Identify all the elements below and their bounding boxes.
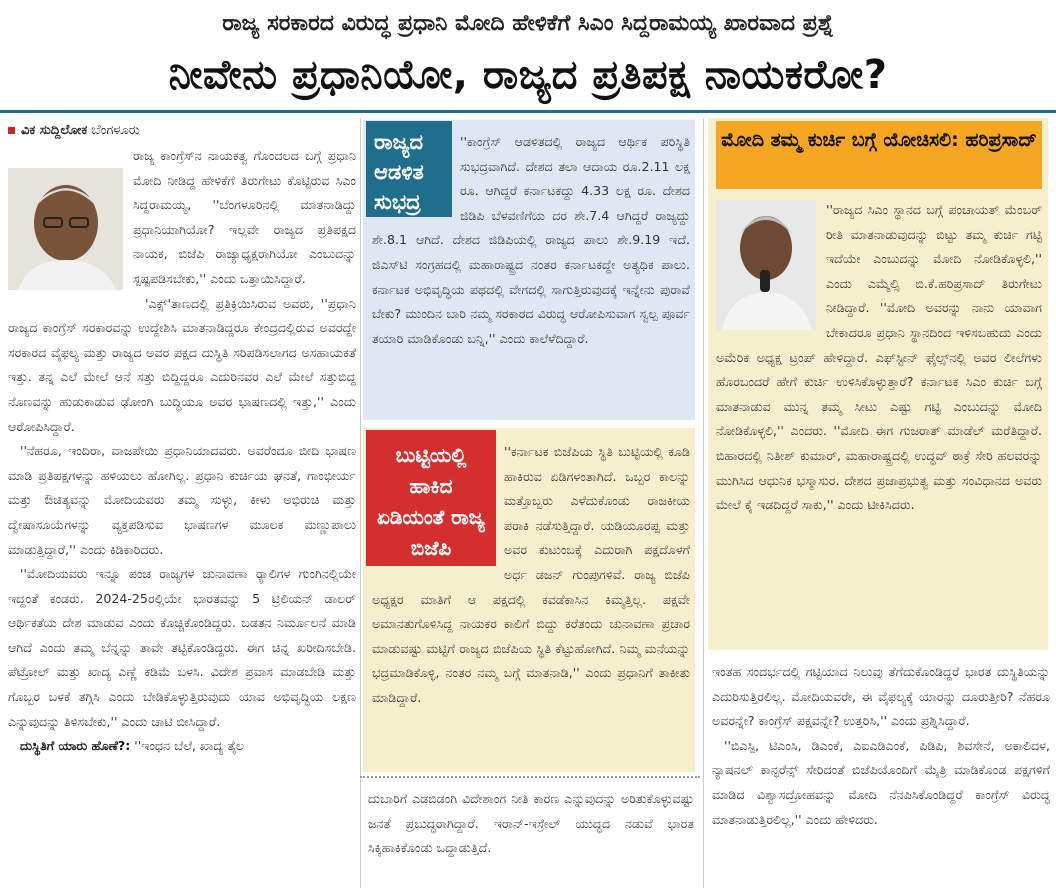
sidebar-paragraph: ''ಕರ್ನಾಟಕ ಬಿಜೆಪಿಯ ಸ್ಥಿತಿ ಬುಟ್ಟಿಯಲ್ಲಿ ಕೂಡಿ ಹಾಕಿರುವ ಏಡಿಗಳಂತಾಗಿದೆ. ಒಬ್ಬರ ಕಾಲನ್ನು ಮತ್ತೊಬ್ಬರು ಎಳೆದುಕೊಂಡು ರಾಜಕೀಯ ಪರಾಕಿ ನಡೆಸುತ್ತಿದ್ದಾರೆ. ಯಡಿಯೂರಪ್ಪ ಮತ್ತು ಅವರ ಕುಟುಂಬಕ್ಕೆ ಎದುರಾಗಿ ಪಕ್ಷದೊಳಗೆ ಅರ್ಧ ಡಜನ್ ಗುಂಪುಗಳಿವೆ. ರಾಜ್ಯ ಬಿಜೆಪಿ ಅಧ್ಯಕ್ಷರ ಮಾತಿಗೆ ಆ ಪಕ್ಷದಲ್ಲಿ ಕವಡೆಕಾಸಿನ ಕಿಮ್ಮತ್ತಿಲ್ಲ. ಪಕ್ಷವೇ ಅಮಾನತುಗೊಳಿಸಿದ್ದ ನಾಯಕರ ಕಾಲಿಗೆ ಬಿದ್ದು ಕರೆತಂದು ಚುನಾವಣಾ ಪ್ರಚಾರ ಮಾಡುವಷ್ಟು ಮಟ್ಟಿಗೆ ರಾಜ್ಯದ ಬಿಜೆಪಿಯ ಸ್ಥಿತಿ ಕೆಟ್ಟುಹೋಗಿದೆ. ನಿಮ್ಮ ಮನೆಯನ್ನು ಭದ್ರಮಾಡಿಕೊಳ್ಳಿ, ನಂತರ ನಮ್ಮ ಬಗ್ಗೆ ಮಾತನಾಡಿ,'' ಎಂದು ಪ್ರಧಾನಿಗೆ ತಾಕೀತು ಮಾಡಿದ್ದಾರೆ.	[372, 444, 690, 705]
right-continuation-1: ಇಂತಹ ಸಂದರ್ಭದಲ್ಲಿ ಗಟ್ಟಿಯಾದ ನಿಲುವು ತೆಗೆದುಕೊಂಡಿದ್ದರೆ ಭಾರತ ದುಸ್ಥಿತಿಯನ್ನು ಎದುರಿಸುತ್ತಿರಲಿಲ್ಲ. ಮೋದಿಯವರೇ, ಈ ವೈಫಲ್ಯಕ್ಕೆ ಯಾರನ್ನು ದೂರುತ್ತೀರಿ? ನೆಹರೂ ಅವರನ್ನೇ? ಕಾಂಗ್ರೆಸ್ ಪಕ್ಷವನ್ನೇ? ಉತ್ತರಿಸಿ,'' ಎಂದು ಪ್ರಶ್ನಿಸಿದ್ದಾರೆ.	[712, 664, 1050, 729]
subhead-blame: ದುಸ್ಥಿತಿಗೆ ಯಾರು ಹೊಣೆ?:	[20, 738, 131, 754]
sidebar-paragraph: ''ರಾಜ್ಯದ ಸಿಎಂ ಸ್ಥಾನದ ಬಗ್ಗೆ ಪಂಚಾಯತ್ ಮೆಂಬರ್ ರೀತಿ ಮಾತನಾಡುವುದನ್ನು ಬಿಟ್ಟು ತಮ್ಮ ಕುರ್ಚಿ ಗಟ್ಟಿ ಇದೆಯೇ ಎಂಬುದನ್ನು ಮೋದಿ ನೋಡಿಕೊಳ್ಳಲಿ,'' ಎಂದು ಎಮ್ಮೆಲ್ಸಿ ಬಿ.ಕೆ.ಹರಿಪ್ರಸಾದ್ ತಿರುಗೇಟು ನೀಡಿದ್ದಾರೆ. ''ಮೋದಿ ಅವರನ್ನು ನಾನು ಯಾವಾಗ ಬೇಕಾದರೂ ಪ್ರಧಾನಿ ಸ್ಥಾನದಿಂದ ಇಳಿಸಬಹುದು ಎಂದು ಅಮೆರಿಕ ಅಧ್ಯಕ್ಷ ಟ್ರಂಪ್ ಹೇಳಿದ್ದಾರೆ. ಎಫ್‌ಸ್ಟೀನ್ ಫೈಲ್ಸ್‌ನಲ್ಲಿ ಅವರ ಲೀಲೆಗಳು ಹೊರಬಂದರೆ ಹೇಗೆ ಕುರ್ಚಿ ಉಳಿಸಿಕೊಳ್ಳುತ್ತಾರೆ? ಕರ್ನಾಟಕ ಸಿಎಂ ಕುರ್ಚಿ ಬಗ್ಗೆ ಮಾತನಾಡುವ ಮುನ್ನ ತಮ್ಮ ಸೀಟು ಎಷ್ಟು ಗಟ್ಟಿ ಎಂಬುದನ್ನು ಮೋದಿ ನೋಡಿಕೊಳ್ಳಲಿ,'' ಎಂದರು. ''ಮೋದಿ ಈಗ ಗುಜರಾತ್ ಮಾಡೆಲ್ ಮರೆತಿದ್ದಾರೆ. ಬಿಹಾರದಲ್ಲಿ ನಿತೀಶ್ ಕುಮಾರ್, ಮಹಾರಾಷ್ಟ್ರದಲ್ಲಿ ಉದ್ಧವ್ ಠಾಕ್ರೆ ಸೇರಿ ಹಲವರನ್ನು ಮುಗಿಸಿದ ಆಧುನಿಕ ಭಸ್ಮಾಸುರ. ದೇಶದ ಪ್ರಜಾಪ್ರಭುತ್ವ ಮತ್ತು ಸಂವಿಧಾನದ ಅವರು ಮೇಲೆ ಕೈ ಇಡದಿದ್ದರೆ ಸಾಕು,'' ಎಂದು ಟೀಕಿಸಿದರು.	[716, 202, 1042, 513]
middle-continuation-text: ದುಬಾರಿಗೆ ಎಡಬಿಡಂಗಿ ವಿದೇಶಾಂಗ ನೀತಿ ಕಾರಣ ಎನ್ನುವುದನ್ನು ಅರಿತುಕೊಳ್ಳುವಷ್ಟು ಜನತೆ ಪ್ರಬುದ್ಧರಾಗಿದ್ದಾರೆ. ಇರಾನ್-ಇಸ್ರೇಲ್ ಯುದ್ಧದ ನಡುವೆ ಭಾರತ ಸಿಕ್ಕಿಹಾಕಿಕೊಂಡು ಒದ್ದಾಡುತ್ತಿದೆ.	[368, 791, 694, 856]
tag-bjp-crab: ಬುಟ್ಟಿಯಲ್ಲಿ ಹಾಕಿದ ಏಡಿಯಂತೆ ರಾಜ್ಯ ಬಿಜೆಪಿ	[366, 430, 496, 566]
kicker-headline: ರಾಜ್ಯ ಸರಕಾರದ ವಿರುದ್ಧ ಪ್ರಧಾನಿ ಮೋದಿ ಹೇಳಿಕೆಗೆ ಸಿಎಂ ಸಿದ್ದರಾಮಯ್ಯ ಖಾರವಾದ ಪ್ರಶ್ನೆ	[222, 11, 834, 36]
left-column	[8, 118, 356, 888]
left-paragraph-2: 'ಎಕ್ಸ್‌'ತಾಣದಲ್ಲಿ ಪ್ರತಿಕ್ರಿಯಿಸಿರುವ ಅವರು, ''ಪ್ರಧಾನಿ ರಾಜ್ಯದ ಕಾಂಗ್ರೆಸ್ ಸರಕಾರವನ್ನು ಉದ್ದೇಶಿಸಿ ಮಾತನಾಡಿದ್ದರೂ ಕೇಂದ್ರದಲ್ಲಿರುವ ಅವರದ್ದೇ ಸರಕಾರದ ವೈಫಲ್ಯ ಮತ್ತು ರಾಜ್ಯದ ಅವರ ಪಕ್ಷದ ದುಸ್ಥಿತಿ ಸರಿಪಡಿಸಲಾಗದ ಅಸಹಾಯಕತೆ ಇತ್ತು. ತನ್ನ ಎಲೆ ಮೇಲೆ ಆನೆ ಸತ್ತು ಬಿದ್ದಿದ್ದರೂ ಎದುರಿನವರ ಎಲೆ ಮೇಲೆ ಸತ್ತುಬಿದ್ದ ನೊಣವನ್ನು ಹುಡುಕಾಡುವ ಢೋಂಗಿ ಬುದ್ಧಿಯೂ ಅವರ ಭಾಷಣದಲ್ಲಿ ಇತ್ತು,'' ಎಂದು ಆರೋಪಿಸಿದ್ದಾರೆ.	[8, 295, 356, 434]
right-continuation-2: ''ಬಿಎಸ್ಪಿ, ಟಿಎಂಸಿ, ಡಿಎಂಕೆ, ಎಐಎಡಿಎಂಕೆ, ಪಿಡಿಪಿ, ಶಿವಸೇನೆ, ಅಕಾಲಿದಳ, ನ್ಯಾಷನಲ್ ಕಾನ್ಫರೆನ್ಸ್ ಸೇರಿದಂತೆ ಬಿಜೆಪಿಯೊಂದಿಗೆ ಮೈತ್ರಿ ಮಾಡಿಕೊಂಡ ಪಕ್ಷಗಳಿಗೆ ಮಾಡಿದ ವಿಶ್ವಾಸದ್ರೋಹವನ್ನು ಮೋದಿ ನೆನಪಿಸಿಕೊಂಡಿದ್ದರೆ ಕಾಂಗ್ರೆಸ್ ವಿರುದ್ಧ ಮಾತನಾಡುತ್ತಿರಲಿಲ್ಲ,'' ಎಂದು ಹೇಳಿದರು.	[712, 737, 1050, 827]
photo-siddaramaiah	[8, 168, 123, 290]
hariprasad-headline: ಮೋದಿ ತಮ್ಮ ಕುರ್ಚಿ ಬಗ್ಗೆ ಯೋಚಿಸಲಿ: ಹರಿಪ್ರಸಾದ್	[716, 121, 1042, 189]
bullet-square-icon	[8, 127, 15, 134]
column-divider	[703, 118, 704, 888]
right-continuation	[712, 660, 1050, 860]
byline-place: ಬೆಂಗಳೂರು	[91, 123, 140, 138]
sidebar-paragraph: ''ಕಾಂಗ್ರೆಸ್ ಆಡಳಿತದಲ್ಲಿ ರಾಜ್ಯದ ಆರ್ಥಿಕ ಪರಿಸ್ಥಿತಿ ಸುಭದ್ರವಾಗಿದೆ. ದೇಶದ ತಲಾ ಆದಾಯ ರೂ.2.11 ಲಕ್ಷ ರೂ. ಆಗಿದ್ದರೆ ಕರ್ನಾಟಕದ್ದು 4.33 ಲಕ್ಷ ರೂ. ದೇಶದ ಜಿಡಿಪಿ ಬೆಳವಣಿಗೆಯ ದರ ಶೇ.7.4 ಆಗಿದ್ದರೆ ರಾಜ್ಯದ್ದು ಶೇ.8.1 ಆಗಿದೆ. ದೇಶದ ಜಿಡಿಪಿಯಲ್ಲಿ ರಾಜ್ಯದ ಪಾಲು ಶೇ.9.19 ಇದೆ. ಜಿಎಸ್‌ಟಿ ಸಂಗ್ರಹದಲ್ಲಿ ಮಹಾರಾಷ್ಟ್ರದ ನಂತರ ಕರ್ನಾಟಕದ್ದೇ ಅತ್ಯಧಿಕ ಪಾಲು. ಕರ್ನಾಟಕ ಅಭಿವೃದ್ಧಿಯ ಪಥದಲ್ಲಿ ವೇಗದಲ್ಲಿ ಸಾಗುತ್ತಿರುವುದಕ್ಕೆ ಇನ್ನೇನು ಪುರಾವೆ ಬೇಕು? ಮುಂದಿನ ಬಾರಿ ನಮ್ಮ ಸರಕಾರದ ವಿರುದ್ಧ ಆರೋಪಿಸುವಾಗ ಸ್ವಲ್ಪ ಪೂರ್ವ ತಯಾರಿ ಮಾಡಿಕೊಂಡು ಬನ್ನಿ,'' ಎಂದು ಕಾಲೆಳೆದಿದ್ದಾರೆ.	[372, 134, 690, 346]
left-paragraph-5	[8, 734, 356, 759]
byline-source: ವಿಕ ಸುದ್ದಿಲೋಕ	[21, 123, 88, 138]
column-divider	[360, 118, 361, 888]
middle-continuation	[368, 787, 694, 856]
left-paragraph-4: ''ಮೋದಿಯವರು ಇನ್ನೂ ಪಂಚ ರಾಜ್ಯಗಳ ಚುನಾವಣಾ ರ‍್ಯಾಲಿಗಳ ಗುಂಗಿನಲ್ಲಿಯೇ ಇದ್ದಂತೆ ಕಂಡರು. 2024-25ರಲ್ಲಿಯೇ ಭಾರತವನ್ನು 5 ಟ್ರಿಲಿಯನ್ ಡಾಲರ್ ಆರ್ಥಿಕತೆಯ ದೇಶ ಮಾಡುವ ಎಂದು ಕೊಚ್ಚಿಕೊಂಡಿದ್ದರು. ಬಡತನ ನಿರ್ಮೂಲನೆ ಮಾಡಿ ಆಗಿದೆ ಎಂದು ತಮ್ಮ ಬೆನ್ನನ್ನು ತಾವೇ ತಟ್ಟಿಕೊಂಡಿದ್ದರು. ಈಗ ಚಿನ್ನ ಖರೀದಿಸಬೇಡಿ. ಪೆಟ್ರೋಲ್ ಮತ್ತು ಖಾದ್ಯ ಎಣ್ಣೆ ಕಡಿಮೆ ಬಳಸಿ. ವಿದೇಶ ಪ್ರವಾಸ ಮಾಡಬೇಡಿ ಮತ್ತು ಗೊಬ್ಬರ ಬಳಕೆ ತಗ್ಗಿಸಿ ಎಂದು ಬೇಡಿಕೊಳ್ಳುತ್ತಿರುವುದು ಯಾವ ಅಭಿವೃದ್ಧಿಯ ಲಕ್ಷಣ ಎನ್ನುವುದನ್ನು ತಿಳಿಸಬೇಕು,'' ಎಂದು ಚಾಟಿ ಬೀಸಿದ್ದಾರೆ.	[8, 566, 356, 729]
left-paragraph-3: ''ನೆಹರೂ, ಇಂದಿರಾ, ವಾಜಪೇಯಿ ಪ್ರಧಾನಿಯಾದವರು. ಅವರೆಂದೂ ಬೀದಿ ಭಾಷಣ ಮಾಡಿ ಪ್ರತಿಪಕ್ಷಗಳನ್ನು ಹಳಿಯಲು ಹೋಗಿಲ್ಲ. ಪ್ರಧಾನಿ ಕುರ್ಚಿಯ ಘನತೆ, ಗಾಂಭೀರ್ಯ ಮತ್ತು ಔಚಿತ್ಯವನ್ನು ಮೋದಿಯವರು ತಮ್ಮ ಸುಳ್ಳು, ಕೀಳು ಅಭಿರುಚಿ ಮತ್ತು ದ್ವೇಷಾಸೂಯೆಗಳನ್ನು ವ್ಯಕ್ತಪಡಿಸುವ ಭಾಷಣಗಳ ಮೂಲಕ ಮಣ್ಣುಪಾಲು ಮಾಡುತ್ತಿದ್ದಾರೆ,'' ಎಂದು ಕಿಡಿಕಾರಿದರು.	[8, 443, 356, 557]
tag-state-admin: ರಾಜ್ಯದ ಆಡಳಿತ ಸುಭದ್ರ	[366, 121, 452, 217]
left-paragraph-5-text: ''ಇಂಧನ ಬೆಲೆ, ಖಾದ್ಯ ತೈಲ	[130, 738, 244, 754]
left-paragraph-1: ರಾಜ್ಯ ಕಾಂಗ್ರೆಸ್‌ನ ನಾಯಕತ್ವ ಗೊಂದಲದ ಬಗ್ಗೆ ಪ್ರಧಾನಿ ಮೋದಿ ನೀಡಿದ್ದ ಹೇಳಿಕೆಗೆ ತಿರುಗೇಟು ಕೊಟ್ಟಿರುವ ಸಿಎಂ ಸಿದ್ದರಾಮಯ್ಯ, ''ಬೆಂಗಳೂರಿನಲ್ಲಿ ಮಾತನಾಡಿದ್ದು ಪ್ರಧಾನಿಯಾಗಿಯೋ? ಇಲ್ಲವೇ ರಾಜ್ಯದ ಪ್ರತಿಪಕ್ಷದ ನಾಯಕ, ಬಿಜೆಪಿ ರಾಜ್ಯಾಧ್ಯಕ್ಷರಾಗಿಯೋ ಎಂಬುದನ್ನು ಸ್ಪಷ್ಟಪಡಿಸಬೇಕು,'' ಎಂದು ಒತ್ತಾಯಿಸಿದ್ದಾರೆ.	[133, 148, 356, 286]
main-headline: ನೀವೇನು ಪ್ರಧಾನಿಯೋ, ರಾಜ್ಯದ ಪ್ರತಿಪಕ್ಷ ನಾಯಕರೋ?	[168, 52, 888, 98]
photo-hariprasad	[716, 200, 816, 330]
byline	[8, 118, 356, 144]
dotted-divider	[360, 776, 700, 778]
header-rule	[0, 110, 1056, 113]
sidebar-text-hariprasad	[716, 198, 1042, 648]
